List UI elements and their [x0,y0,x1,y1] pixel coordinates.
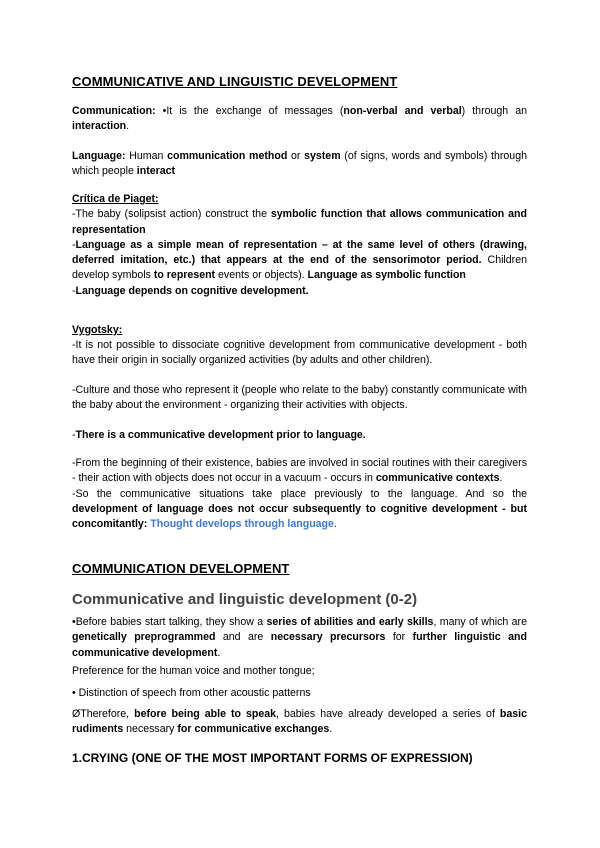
text: necessary [123,723,178,736]
bold-text: further linguistic and communicative development [72,631,527,659]
speech-distinction: • Distinction of speech from other acoustic patterns [72,687,311,699]
text: Children develop symbols [72,254,527,282]
text: . [333,518,337,531]
precursors-paragraph [72,615,527,661]
bold-text: basic rudiments [72,708,527,736]
text: -From the beginning of their existence, babies are involved in social routines with their caregivers - their action with objects does not occur in a vacuum - occurs in [72,457,527,485]
vygotsky-p2: -Culture and those who represent it (people who relate to the baby) constantly communicate with the baby about the environment - organizing their activities with objects. [72,384,527,412]
piaget-section [72,192,527,299]
bold-text: Language depends on cognitive development. [75,284,309,297]
section-subtitle: Communicative and linguistic development (0-2) [72,591,418,608]
text: , babies have already developed a series of [276,708,500,720]
bold-text: series of abilities and early skills [266,616,434,628]
bold-text: interact [136,165,176,178]
vygotsky-p1: -It is not possible to dissociate cognitive development from communicative development - both have their origin in socially organized activities (by adults and other children). [72,339,527,367]
main-title: COMMUNICATIVE AND LINGUISTIC DEVELOPMENT [72,74,398,89]
text: events or objects). [215,269,308,282]
piaget-heading: Crítica de Piaget: [72,193,159,205]
text: - [72,238,76,251]
bold-text: There is a communicative development prior to language. [75,429,366,441]
text: . [126,120,130,133]
bold-text: symbolic function that allows communication and representation [72,208,527,236]
rudiments-paragraph [72,707,527,738]
bold-text: Language as a simple mean of representation – at the same level of others (drawing, deferred imitation, etc.) that appears at the end of the sensorimotor period. [72,238,527,267]
crying-heading: 1.CRYING (ONE OF THE MOST IMPORTANT FORMS OF EXPRESSION) [72,751,473,765]
bold-text: genetically preprogrammed [72,631,216,644]
text: ØTherefore, [72,708,135,720]
communication-definition [72,104,527,135]
text: •It is the exchange of messages ( [155,105,344,117]
bold-text: non-verbal and verbal [343,105,462,117]
text: -So the communicative situations take place previously to the language. And so the [72,487,527,500]
language-definition [72,149,527,180]
bold-text: for communicative exchanges [177,723,330,736]
text: - [72,284,76,297]
text: for [385,631,413,644]
text: . [329,723,333,736]
vygotsky-p4-p5 [72,456,527,532]
text: . [217,646,221,659]
bold-text: communication method [167,150,288,162]
text: ) through an [461,105,527,117]
communication-label: Communication: [72,105,156,117]
vygotsky-heading-block [72,323,527,338]
bold-text: before being able to speak [134,708,277,720]
text: -The baby (solipsist action) construct the [72,208,271,221]
bold-text: communicative contexts [375,472,500,485]
vygotsky-heading: Vygotsky: [72,324,123,336]
text: Human [125,150,168,162]
bold-text: to represent [153,269,216,282]
bold-text: interaction [72,120,127,133]
section-title: COMMUNICATION DEVELOPMENT [72,561,290,576]
text: . [499,472,503,485]
text: , many of which are [433,616,527,628]
voice-preference: Preference for the human voice and mother tongue; [72,665,315,677]
text: and are [215,631,271,644]
bold-text: Language as symbolic function [307,269,466,282]
highlighted-text: Thought develops through language [150,518,334,531]
bold-text: development of language does not occur subsequently to cognitive development - but concomitantly: [72,502,527,531]
text: •Before babies start talking, they show a [72,616,267,628]
bold-text: system [304,150,341,162]
text: (of signs, words and symbols) through which people [72,150,527,178]
language-label: Language: [72,150,126,162]
bold-text: necessary precursors [270,631,386,644]
text: or [287,150,305,162]
vygotsky-p3 [72,428,527,443]
text: - [72,429,76,441]
